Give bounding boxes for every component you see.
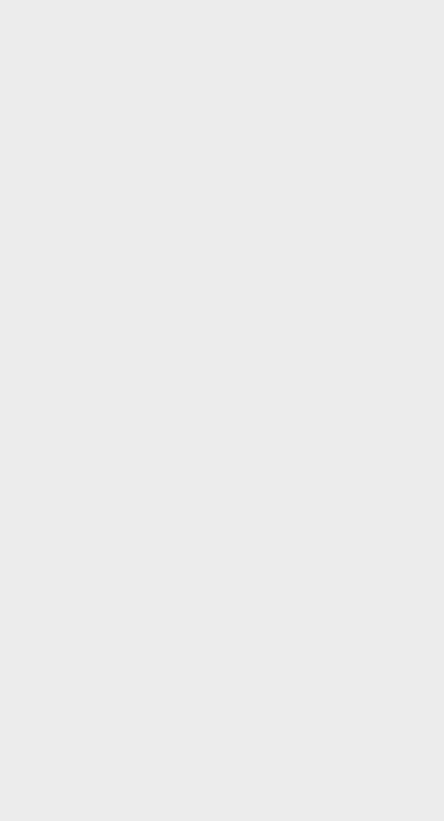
spec-sheet bbox=[0, 0, 444, 16]
